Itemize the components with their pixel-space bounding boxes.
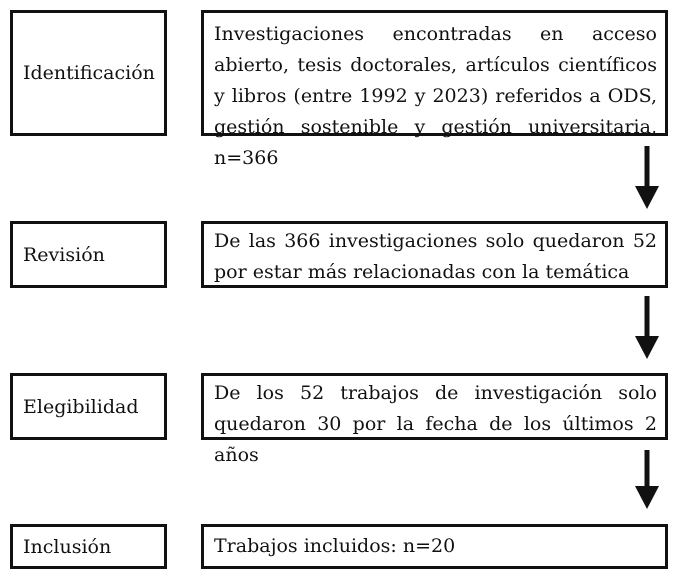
arrow-down-icon <box>632 146 662 210</box>
stage-inclusion-box <box>10 524 167 569</box>
stage-identificacion-label: Identificación <box>23 62 155 84</box>
stage-inclusion-label: Inclusión <box>23 535 112 558</box>
stage-identificacion-description <box>201 10 668 169</box>
stage-identificacion-text: Investigaciones encontradas en acceso abierto, tesis doctorales, artículos científicos y libros (entre 1992 y 2023) referidos a ODS, gestión sostenible y gestión universitaria, n=366 <box>214 23 657 169</box>
stage-identificacion-box <box>10 10 167 136</box>
stage-elegibilidad-label: Elegibilidad <box>23 395 139 418</box>
stage-revision-box <box>10 221 167 288</box>
stage-elegibilidad-description <box>201 373 668 466</box>
stage-revision-label: Revisión <box>23 243 105 266</box>
stage-revision-description <box>201 221 668 288</box>
stage-elegibilidad-text: De los 52 trabajos de investigación solo quedaron 30 por la fecha de los últimos 2 años <box>214 382 657 466</box>
stage-revision-text: De las 366 investigaciones solo quedaron 52 por estar más relacionadas con la temática <box>214 230 657 283</box>
stage-inclusion-text: Trabajos incluidos: n=20 <box>214 535 456 557</box>
stage-inclusion-description <box>201 524 668 569</box>
stage-elegibilidad-box <box>10 373 167 440</box>
arrow-down-icon <box>632 450 662 510</box>
arrow-down-icon <box>632 296 662 360</box>
